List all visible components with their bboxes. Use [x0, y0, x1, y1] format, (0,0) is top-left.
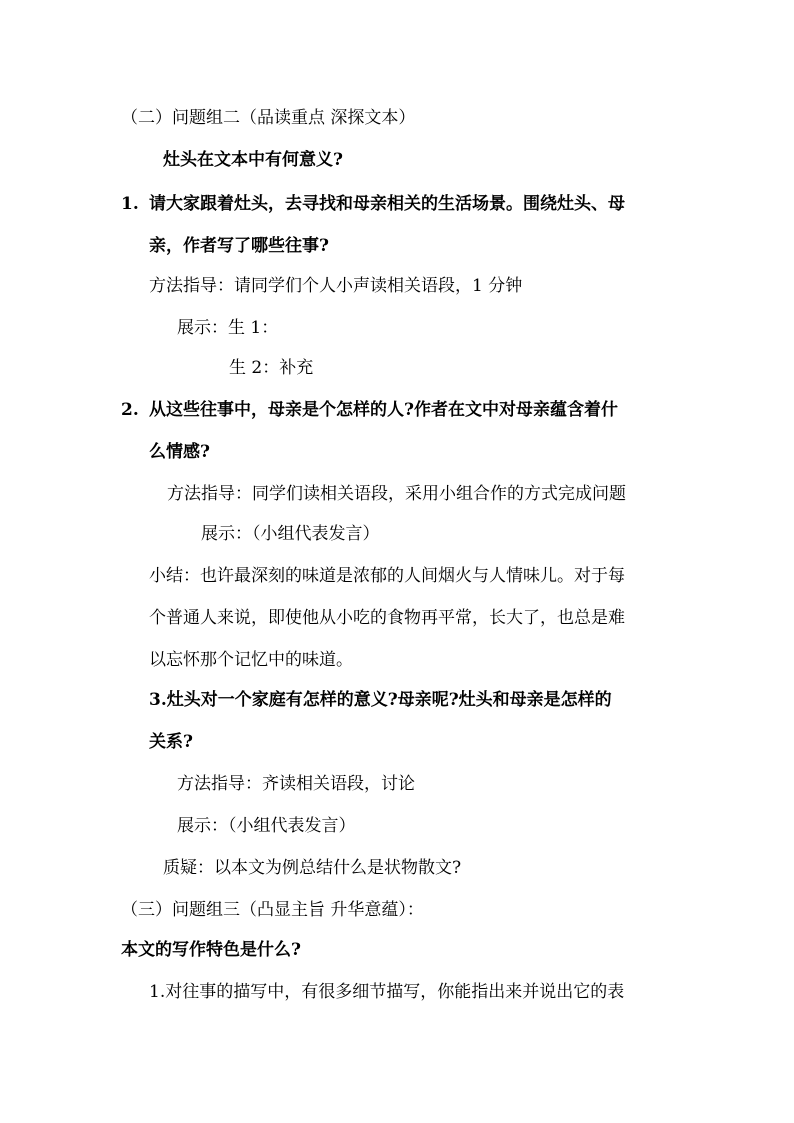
question-2-number: 2. — [121, 400, 139, 420]
question-2-show: 展示：（小组代表发言） — [201, 524, 380, 544]
question-1-show-1: 展示：生 1： — [177, 318, 279, 338]
question-2-text: 从这些往事中，母亲是个怎样的人?作者在文中对母亲蕴含着什 — [149, 400, 618, 420]
section-3-heading: （三）问题组三（凸显主旨 升华意蕴）： — [121, 900, 424, 920]
question-1-number: 1. — [121, 194, 139, 214]
summary-line-3: 以忘怀那个记忆中的味道。 — [149, 650, 353, 670]
section-3-main-question: 本文的写作特色是什么? — [121, 940, 301, 960]
summary-line-2: 个普通人来说，即使他从小吃的食物再平常，长大了，也总是难 — [149, 608, 625, 628]
question-3-method: 方法指导：齐读相关语段，讨论 — [177, 774, 415, 794]
question-3-line-1: 3.灶头对一个家庭有怎样的意义?母亲呢?灶头和母亲是怎样的 — [149, 690, 612, 710]
question-3-discussion: 质疑：以本文为例总结什么是状物散文? — [163, 858, 462, 878]
intro-question: 灶头在文本中有何意义? — [163, 150, 343, 170]
question-3-show: 展示：（小组代表发言） — [177, 816, 356, 836]
question-1-text: 请大家跟着灶头，去寻找和母亲相关的生活场景。围绕灶头、母 — [149, 194, 625, 214]
question-1-method: 方法指导：请同学们个人小声读相关语段，1 分钟 — [149, 276, 523, 296]
summary-line-1: 小结：也许最深刻的味道是浓郁的人间烟火与人情味儿。对于每 — [149, 566, 625, 586]
section-3-item-1: 1.对往事的描写中，有很多细节描写，你能指出来并说出它的表 — [149, 982, 625, 1002]
question-2-line-2: 么情感? — [149, 442, 210, 462]
question-2-method: 方法指导：同学们读相关语段，采用小组合作的方式完成问题 — [167, 484, 626, 504]
question-3-line-2: 关系? — [149, 732, 193, 752]
question-2-line-1 — [121, 398, 618, 422]
question-1-show-2: 生 2：补充 — [229, 358, 314, 378]
question-1-line-1 — [121, 192, 625, 216]
section-2-heading: （二）问题组二（品读重点 深探文本） — [121, 108, 416, 128]
question-1-line-2: 亲，作者写了哪些往事? — [149, 236, 329, 256]
